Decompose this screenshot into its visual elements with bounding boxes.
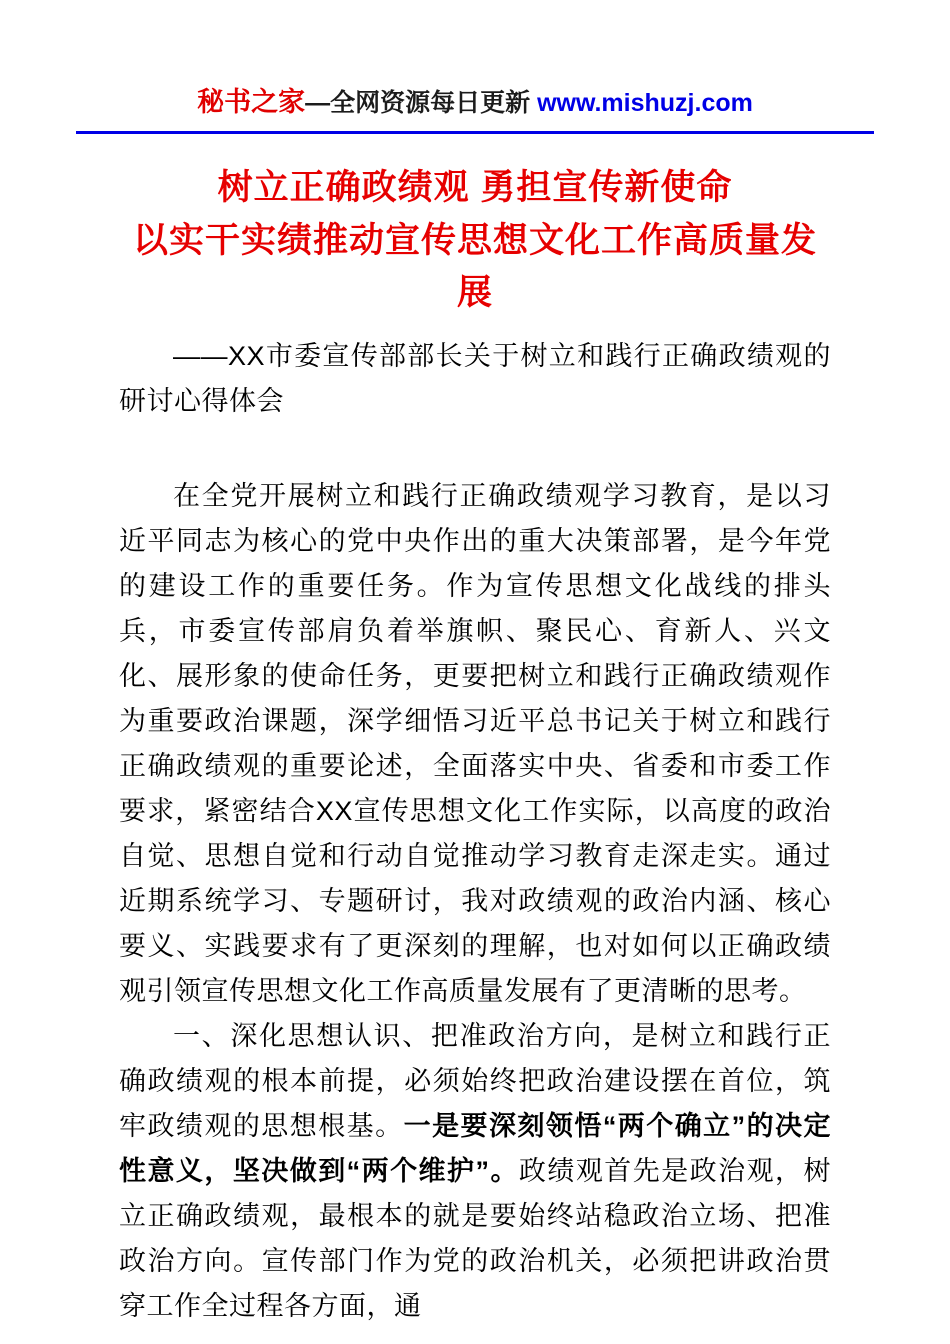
site-url-link[interactable]: www.mishuzj.com xyxy=(537,89,753,117)
text-run: 一、深化思想认识、把准政治方向，是树立和践行正确政绩观的根本前提，必须始终把政治建设摆在首位，筑牢政绩观的思想根基。 xyxy=(119,1020,831,1141)
document-subtitle: ——XX市委宣传部部长关于树立和践行正确政绩观的研讨心得体会 xyxy=(119,340,831,416)
body-paragraph-1 xyxy=(119,474,831,1014)
text-run: 政绩观首先是政治观，树立正确政绩观，最根本的就是要始终站稳政治立场、把准政治方向。宣传部门作为党的政治机关，必须把讲政治贯穿工作全过程各方面，通 xyxy=(119,1155,832,1321)
text-run: 在全党开展树立和践行正确政绩观学习教育，是以习近平同志为核心的党中央作出的重大决策部署，是今年党的建设工作的重要任务。作为宣传思想文化战线的排头兵，市委宣传部肩负着举旗帜、聚民心、育新人、兴文化、展形象的使命任务，更要把树立和践行正确政绩观作为重要政治课题，深学细悟习近平总书记关于树立和践行正确政绩观的重要论述，全面落实中央、省委和市委工作要求，紧密结合XX宣传思想文化工作实际，以高度的政治自觉、思想自觉和行动自觉推动学习教育走深走实。通过近期系统学习、专题研讨，我对政绩观的政治内涵、核心要义、实践要求有了更深刻的理解，也对如何以正确政绩观引领宣传思想文化工作高质量发展有了更清晰的思考。 xyxy=(119,480,831,1006)
document-content xyxy=(119,162,831,1329)
title-line-1: 树立正确政绩观 勇担宣传新使命 xyxy=(217,168,733,207)
site-header xyxy=(76,0,874,134)
document-title xyxy=(119,162,831,320)
site-brand: 秘书之家 xyxy=(197,87,306,117)
title-line-2: 以实干实绩推动宣传思想文化工作高质量发展 xyxy=(132,220,817,312)
body-paragraph-2 xyxy=(119,1014,831,1329)
site-tagline: —全网资源每日更新 xyxy=(305,89,538,117)
text-run-bold: 一是要深刻领悟“两个确立”的决定性意义，坚决做到“两个维护”。 xyxy=(119,1110,832,1186)
